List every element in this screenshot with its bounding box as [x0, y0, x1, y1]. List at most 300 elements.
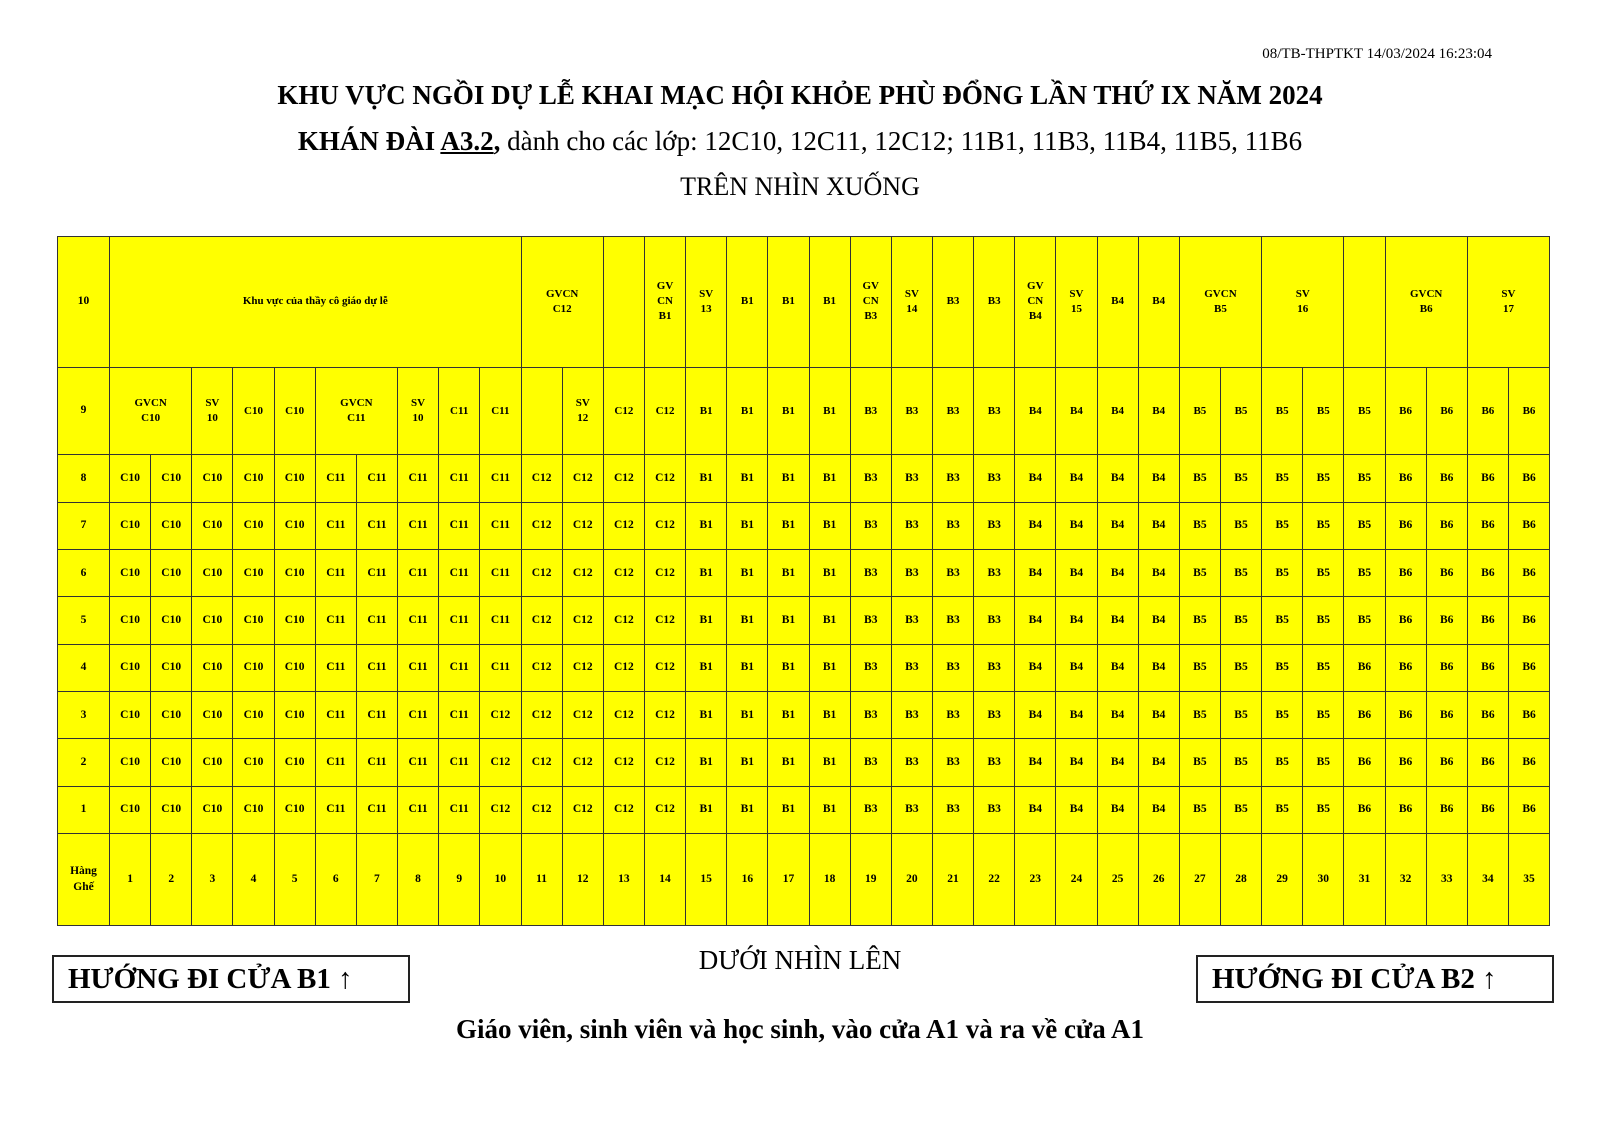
seat-cell: B5: [1179, 739, 1220, 786]
seat-cell: B6: [1344, 786, 1385, 833]
seat-cell: B3: [891, 644, 932, 691]
seat-cell: B6: [1426, 550, 1467, 597]
seat-cell: C11: [356, 692, 397, 739]
seat-number: 19: [850, 834, 891, 926]
seat-cell: C10: [192, 502, 233, 549]
seat-cell: GVCN C10: [110, 367, 192, 455]
seat-cell: B3: [891, 550, 932, 597]
seat-cell: C11: [397, 597, 438, 644]
seat-cell: C11: [397, 455, 438, 502]
seat-cell: C12: [480, 786, 521, 833]
seat-cell: C11: [439, 786, 480, 833]
seat-cell: B6: [1385, 786, 1426, 833]
seat-cell: C10: [233, 644, 274, 691]
seat-cell: B1: [727, 502, 768, 549]
seat-cell: B6: [1385, 692, 1426, 739]
seat-cell: C11: [397, 692, 438, 739]
row-number: 8: [58, 455, 110, 502]
seat-cell: B1: [768, 502, 809, 549]
seat-cell: C10: [233, 692, 274, 739]
seat-cell: C10: [110, 550, 151, 597]
seat-cell: B5: [1179, 786, 1220, 833]
seat-number: 8: [397, 834, 438, 926]
seat-cell: B1: [768, 692, 809, 739]
seat-cell: B1: [768, 367, 809, 455]
seat-cell: B3: [932, 502, 973, 549]
seat-cell: B4: [1097, 597, 1138, 644]
seat-cell: B4: [1056, 739, 1097, 786]
seat-cell: SV 10: [192, 367, 233, 455]
seat-cell: C12: [521, 692, 562, 739]
seat-cell: B4: [1138, 644, 1179, 691]
seat-cell: B6: [1385, 597, 1426, 644]
seat-cell: B1: [727, 692, 768, 739]
seat-number: 11: [521, 834, 562, 926]
seat-number: 25: [1097, 834, 1138, 926]
seat-cell: C12: [521, 739, 562, 786]
seat-cell: C11: [439, 367, 480, 455]
seat-number: 13: [603, 834, 644, 926]
seat-cell: C10: [110, 502, 151, 549]
seat-number: 31: [1344, 834, 1385, 926]
seat-cell: B4: [1056, 502, 1097, 549]
seat-cell: C10: [192, 550, 233, 597]
seat-cell: C12: [521, 502, 562, 549]
entry-exit-note: Giáo viên, sinh viên và học sinh, vào cửa A1 và ra về cửa A1: [456, 1014, 1144, 1044]
seat-cell: B4: [1015, 502, 1056, 549]
seat-cell: C11: [315, 786, 356, 833]
seat-cell: B5: [1262, 367, 1303, 455]
seat-cell: B1: [686, 597, 727, 644]
seat-cell: C12: [521, 455, 562, 502]
seat-cell: B4: [1097, 786, 1138, 833]
seat-cell: SV 17: [1467, 237, 1549, 368]
seat-cell: B6: [1426, 367, 1467, 455]
seat-cell: C11: [315, 597, 356, 644]
seat-number: 17: [768, 834, 809, 926]
seat-cell: C11: [397, 550, 438, 597]
seat-cell: [603, 237, 644, 368]
seat-cell: B5: [1179, 644, 1220, 691]
seat-cell: B6: [1385, 644, 1426, 691]
seat-cell: B6: [1508, 502, 1549, 549]
seat-cell: C10: [274, 502, 315, 549]
seat-cell: GV CN B1: [644, 237, 685, 368]
seat-cell: B6: [1508, 367, 1549, 455]
seat-cell: SV 16: [1262, 237, 1344, 368]
seat-cell: B6: [1508, 786, 1549, 833]
seat-cell: B4: [1056, 367, 1097, 455]
seat-cell: C10: [274, 455, 315, 502]
seat-cell: C12: [603, 692, 644, 739]
row-number: 9: [58, 367, 110, 455]
seat-cell: C10: [151, 455, 192, 502]
seat-cell: B1: [686, 644, 727, 691]
seat-cell: GVCN B6: [1385, 237, 1467, 368]
seat-cell: B1: [768, 739, 809, 786]
seat-cell: B6: [1467, 786, 1508, 833]
seat-cell: C12: [603, 367, 644, 455]
seat-cell: B5: [1344, 597, 1385, 644]
seat-number: 3: [192, 834, 233, 926]
seat-cell: B4: [1097, 644, 1138, 691]
seat-number: 14: [644, 834, 685, 926]
seat-cell: C10: [151, 597, 192, 644]
seat-cell: C12: [644, 692, 685, 739]
seat-cell: B4: [1056, 786, 1097, 833]
seat-cell: B4: [1138, 550, 1179, 597]
seat-cell: B5: [1220, 644, 1261, 691]
seat-cell: B5: [1220, 692, 1261, 739]
row-seat-header: Hàng Ghế: [58, 834, 110, 926]
seat-cell: B5: [1179, 692, 1220, 739]
document-reference: 08/TB-THPTKT 14/03/2024 16:23:04: [1262, 46, 1492, 62]
seat-cell: C10: [233, 786, 274, 833]
seat-cell: B4: [1015, 455, 1056, 502]
seat-cell: B3: [932, 455, 973, 502]
seat-cell: SV 15: [1056, 237, 1097, 368]
exit-b2-direction: HƯỚNG ĐI CỬA B2 ↑: [1196, 955, 1554, 1003]
seat-cell: B6: [1426, 644, 1467, 691]
seat-cell: B6: [1426, 786, 1467, 833]
seat-cell: B6: [1344, 644, 1385, 691]
exit-b1-direction: HƯỚNG ĐI CỬA B1 ↑: [52, 955, 410, 1003]
seat-cell: B3: [974, 692, 1015, 739]
seat-cell: B5: [1344, 502, 1385, 549]
seat-number: 20: [891, 834, 932, 926]
seat-cell: GVCN B5: [1179, 237, 1261, 368]
seat-cell: B3: [891, 455, 932, 502]
seat-cell: B5: [1220, 502, 1261, 549]
seat-cell: B6: [1467, 597, 1508, 644]
seat-cell: C11: [397, 644, 438, 691]
seat-cell: C12: [644, 597, 685, 644]
seat-cell: C12: [521, 786, 562, 833]
seat-cell: C10: [274, 692, 315, 739]
seat-cell: GV CN B3: [850, 237, 891, 368]
seat-cell: C10: [233, 597, 274, 644]
seat-row: [58, 502, 1550, 549]
seat-cell: B1: [727, 644, 768, 691]
seating-chart-body: [58, 237, 1550, 926]
seat-cell: C10: [110, 692, 151, 739]
seat-cell: C12: [644, 739, 685, 786]
seat-cell: B1: [809, 644, 850, 691]
seat-number: 18: [809, 834, 850, 926]
seat-cell: B5: [1262, 597, 1303, 644]
seat-cell: B5: [1303, 550, 1344, 597]
seat-cell: B6: [1344, 739, 1385, 786]
seat-cell: C12: [644, 367, 685, 455]
seat-number: 30: [1303, 834, 1344, 926]
seat-cell: B6: [1385, 455, 1426, 502]
seat-number: 4: [233, 834, 274, 926]
seat-cell: C10: [274, 597, 315, 644]
seat-cell: C11: [356, 502, 397, 549]
seat-cell: B3: [974, 237, 1015, 368]
seat-cell: B4: [1056, 692, 1097, 739]
seat-cell: C12: [562, 597, 603, 644]
seat-cell: C10: [151, 692, 192, 739]
seat-row: [58, 550, 1550, 597]
seat-cell: C10: [151, 502, 192, 549]
seat-cell: B6: [1508, 597, 1549, 644]
seat-cell: B1: [768, 550, 809, 597]
seat-cell: C11: [315, 644, 356, 691]
seat-cell: B5: [1344, 455, 1385, 502]
seat-cell: B3: [850, 644, 891, 691]
seat-cell: B3: [932, 237, 973, 368]
seat-cell: C10: [233, 502, 274, 549]
seat-cell: C11: [480, 367, 521, 455]
seat-number: 27: [1179, 834, 1220, 926]
seat-cell: B1: [768, 597, 809, 644]
seat-cell: B1: [809, 237, 850, 368]
seat-cell: B6: [1508, 692, 1549, 739]
seat-cell: B1: [686, 455, 727, 502]
seat-cell: B4: [1015, 692, 1056, 739]
seat-number-row: [58, 834, 1550, 926]
seat-cell: B1: [768, 786, 809, 833]
seat-cell: B5: [1262, 644, 1303, 691]
seat-cell: B6: [1508, 644, 1549, 691]
seat-number: 28: [1220, 834, 1261, 926]
seat-cell: C10: [192, 455, 233, 502]
seat-cell: B6: [1426, 739, 1467, 786]
page-subtitle: [0, 126, 1600, 157]
subtitle-prefix: KHÁN ĐÀI: [297, 126, 441, 156]
seat-cell: B5: [1303, 692, 1344, 739]
seat-cell: B4: [1056, 644, 1097, 691]
seat-cell: B5: [1262, 502, 1303, 549]
seat-cell: B4: [1097, 502, 1138, 549]
seat-cell: B4: [1056, 550, 1097, 597]
seat-cell: B3: [932, 692, 973, 739]
seat-cell: B5: [1344, 367, 1385, 455]
seat-cell: B3: [932, 550, 973, 597]
seat-cell: B6: [1385, 550, 1426, 597]
seat-number: 26: [1138, 834, 1179, 926]
seat-cell: C11: [356, 550, 397, 597]
seat-number: 6: [315, 834, 356, 926]
seat-cell: B4: [1138, 455, 1179, 502]
seat-cell: B1: [686, 786, 727, 833]
row-number: 2: [58, 739, 110, 786]
seat-cell: C11: [356, 597, 397, 644]
seat-number: 2: [151, 834, 192, 926]
seat-cell: B4: [1015, 550, 1056, 597]
seat-cell: C10: [151, 550, 192, 597]
seat-cell: B6: [1467, 739, 1508, 786]
seat-number: 10: [480, 834, 521, 926]
stand-code: A3.2: [440, 126, 494, 156]
seat-cell: C11: [397, 502, 438, 549]
seat-cell: B5: [1262, 550, 1303, 597]
seat-cell: B3: [850, 367, 891, 455]
seat-cell: B4: [1015, 367, 1056, 455]
seat-row: [58, 739, 1550, 786]
seat-cell: B5: [1179, 597, 1220, 644]
seat-cell: B5: [1262, 786, 1303, 833]
seat-cell: C11: [315, 502, 356, 549]
seat-cell: B5: [1220, 786, 1261, 833]
seat-number: 29: [1262, 834, 1303, 926]
seat-cell: B5: [1262, 692, 1303, 739]
seat-cell: B4: [1138, 367, 1179, 455]
row-number: 5: [58, 597, 110, 644]
seat-cell: C11: [439, 597, 480, 644]
seat-cell: C10: [274, 786, 315, 833]
seat-cell: C10: [233, 455, 274, 502]
seat-cell: C12: [603, 597, 644, 644]
seat-cell: GV CN B4: [1015, 237, 1056, 368]
seat-cell: GVCN C11: [315, 367, 397, 455]
seat-cell: [1344, 237, 1385, 368]
seat-cell: C11: [480, 502, 521, 549]
seat-cell: C10: [151, 739, 192, 786]
seat-cell: B4: [1138, 786, 1179, 833]
seat-cell: C12: [603, 550, 644, 597]
seat-cell: B3: [974, 739, 1015, 786]
seat-cell: B6: [1467, 502, 1508, 549]
seat-cell: B5: [1220, 597, 1261, 644]
seat-cell: B4: [1097, 739, 1138, 786]
seat-cell: C10: [233, 550, 274, 597]
seat-cell: B6: [1426, 692, 1467, 739]
seat-number: 35: [1508, 834, 1549, 926]
seat-cell: B1: [686, 692, 727, 739]
seat-cell: B3: [850, 455, 891, 502]
seat-cell: B4: [1097, 367, 1138, 455]
seat-cell: C11: [439, 692, 480, 739]
seat-number: 1: [110, 834, 151, 926]
seat-cell: B3: [974, 786, 1015, 833]
seat-cell: B6: [1385, 367, 1426, 455]
seat-cell: B3: [850, 692, 891, 739]
seat-number: 34: [1467, 834, 1508, 926]
seat-cell: B3: [891, 597, 932, 644]
seat-cell: B3: [850, 597, 891, 644]
seat-cell: B5: [1179, 502, 1220, 549]
seat-cell: B3: [932, 786, 973, 833]
seat-cell: C12: [603, 502, 644, 549]
seat-cell: C12: [521, 644, 562, 691]
seat-cell: B3: [974, 367, 1015, 455]
seat-cell: SV 10: [397, 367, 438, 455]
seat-cell: B4: [1015, 739, 1056, 786]
seat-cell: SV 12: [562, 367, 603, 455]
seat-cell: C10: [110, 597, 151, 644]
seat-cell: B4: [1015, 644, 1056, 691]
seat-cell: B1: [686, 367, 727, 455]
seat-cell: B1: [727, 739, 768, 786]
seat-cell: C12: [644, 455, 685, 502]
seat-cell: C10: [110, 455, 151, 502]
seat-row: [58, 237, 1550, 368]
seat-cell: B5: [1179, 550, 1220, 597]
seat-cell: B6: [1426, 502, 1467, 549]
seat-cell: C12: [562, 786, 603, 833]
seat-cell: B5: [1344, 550, 1385, 597]
seat-cell: B4: [1015, 786, 1056, 833]
seat-cell: C11: [397, 739, 438, 786]
seat-row: [58, 597, 1550, 644]
seat-cell: C11: [315, 455, 356, 502]
seat-cell: B5: [1179, 367, 1220, 455]
seat-cell: C10: [110, 644, 151, 691]
seat-cell: C10: [274, 550, 315, 597]
seat-cell: C11: [356, 739, 397, 786]
seat-cell: C10: [233, 739, 274, 786]
seat-cell: B6: [1426, 597, 1467, 644]
seat-cell: B5: [1262, 739, 1303, 786]
seat-cell: C10: [151, 644, 192, 691]
seat-cell: B3: [850, 786, 891, 833]
seat-cell: B1: [727, 455, 768, 502]
seat-cell: B1: [809, 692, 850, 739]
seat-cell: B6: [1467, 367, 1508, 455]
seat-number: 21: [932, 834, 973, 926]
seat-cell: B6: [1344, 692, 1385, 739]
seat-cell: B5: [1303, 455, 1344, 502]
seat-cell: C12: [603, 644, 644, 691]
seat-cell: C12: [521, 550, 562, 597]
bottom-view-label: DƯỚI NHÌN LÊN: [698, 945, 902, 975]
seat-cell: B1: [809, 367, 850, 455]
seat-number: 22: [974, 834, 1015, 926]
seat-cell: B3: [891, 692, 932, 739]
seat-cell: B5: [1303, 367, 1344, 455]
seat-cell: SV 13: [686, 237, 727, 368]
seat-cell: C11: [439, 644, 480, 691]
seat-cell: B5: [1303, 502, 1344, 549]
seat-cell: C10: [192, 692, 233, 739]
seat-cell: C12: [644, 786, 685, 833]
seat-cell: B6: [1508, 550, 1549, 597]
seat-number: 7: [356, 834, 397, 926]
seat-cell: C10: [192, 786, 233, 833]
seat-cell: B1: [768, 644, 809, 691]
seat-cell: B4: [1097, 692, 1138, 739]
seat-cell: B1: [686, 739, 727, 786]
seat-cell: B6: [1467, 550, 1508, 597]
seat-cell: B4: [1138, 692, 1179, 739]
seat-cell: B6: [1426, 455, 1467, 502]
seat-cell: B1: [809, 739, 850, 786]
seat-cell: C11: [315, 739, 356, 786]
seat-cell: C10: [110, 739, 151, 786]
seat-cell: B1: [686, 550, 727, 597]
seat-cell: C12: [562, 739, 603, 786]
seat-cell: C12: [603, 739, 644, 786]
seat-row: [58, 692, 1550, 739]
row-number: 6: [58, 550, 110, 597]
seat-cell: B4: [1056, 597, 1097, 644]
seat-cell: B3: [974, 502, 1015, 549]
seat-cell: C11: [480, 550, 521, 597]
seat-cell: GVCN C12: [521, 237, 603, 368]
seat-cell: B4: [1138, 237, 1179, 368]
seat-cell: C10: [192, 597, 233, 644]
seat-cell: C12: [603, 455, 644, 502]
seat-cell: B3: [850, 550, 891, 597]
seat-cell: C12: [562, 644, 603, 691]
seat-number: 16: [727, 834, 768, 926]
seat-cell: B5: [1262, 455, 1303, 502]
seat-cell: C11: [439, 455, 480, 502]
seat-cell: B3: [974, 455, 1015, 502]
seat-cell: B6: [1385, 502, 1426, 549]
